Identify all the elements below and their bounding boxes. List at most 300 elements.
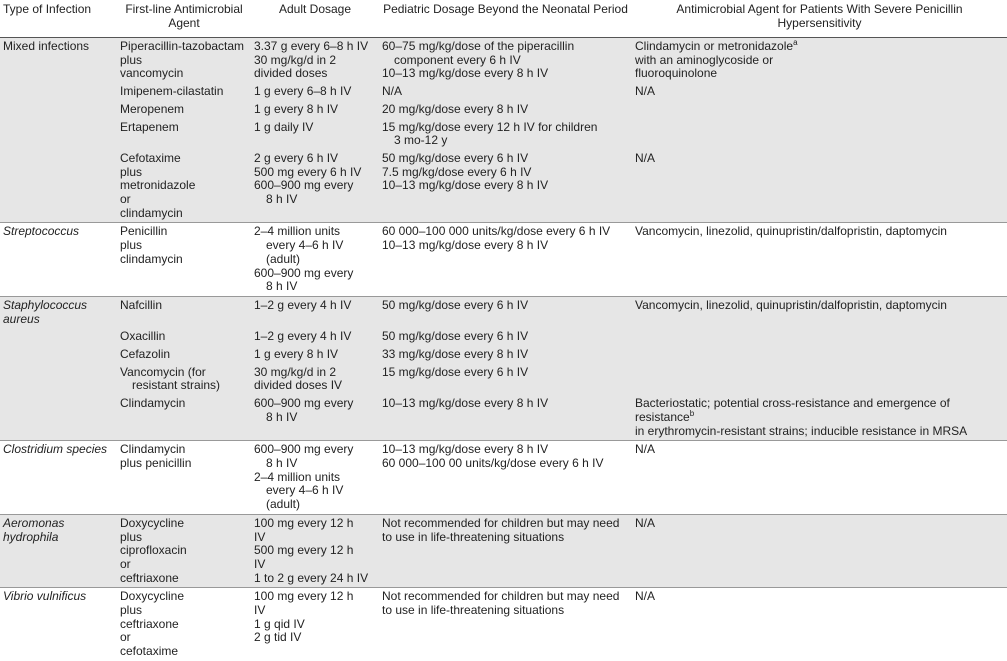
cell-line	[120, 54, 248, 68]
cell-line	[120, 604, 248, 618]
cell-text: Oxacillin	[120, 329, 166, 344]
cell-line	[254, 225, 376, 239]
cell-text: Imipenem-cilastatin	[120, 84, 224, 99]
pediatric-dosage-cell	[379, 150, 632, 223]
agent-cell	[117, 395, 251, 441]
cell-line	[254, 280, 376, 294]
cell-text: Vancomycin, linezolid, quinupristin/dalfopristin, daptomycin	[635, 224, 947, 239]
cell-text: plus	[120, 603, 143, 618]
pediatric-dosage-cell	[379, 588, 632, 661]
cell-line	[120, 348, 248, 362]
agent-cell	[117, 514, 251, 588]
cell-text: 100 mg every 12 h	[254, 515, 354, 530]
cell-text: Cefazolin	[120, 347, 171, 362]
cell-text: 30 mg/kg/d in 2	[254, 52, 337, 67]
cell-line	[382, 54, 629, 68]
cell-line	[635, 443, 1004, 457]
alt-agent-cell	[632, 119, 1007, 150]
adult-dosage-cell	[251, 346, 379, 364]
cell-line	[382, 103, 629, 117]
cell-text: 500 mg every 6 h IV	[254, 164, 362, 179]
cell-line	[120, 397, 248, 411]
cell-text: every 4–6 h IV	[266, 238, 344, 253]
cell-text: N/A	[635, 150, 656, 165]
header-row	[0, 0, 1007, 38]
cell-text: metronidazole	[120, 178, 196, 193]
table-row	[0, 38, 1007, 84]
cell-line	[254, 531, 376, 545]
cell-line	[254, 40, 376, 54]
agent-cell	[117, 119, 251, 150]
agent-cell	[117, 296, 251, 328]
cell-line	[254, 572, 376, 586]
alt-agent-cell	[632, 223, 1007, 297]
cell-line	[635, 85, 1004, 99]
cell-line	[382, 85, 629, 99]
cell-text: 1 g daily IV	[254, 119, 314, 134]
cell-text: 8 h IV	[266, 192, 298, 207]
infection-type-cell	[0, 328, 117, 346]
cell-text: plus	[120, 529, 143, 544]
cell-line	[382, 590, 629, 604]
cell-line	[382, 531, 629, 545]
cell-line	[382, 348, 629, 362]
table-row	[0, 150, 1007, 223]
cell-line	[254, 457, 376, 471]
cell-line	[254, 267, 376, 281]
cell-line	[254, 166, 376, 180]
cell-line	[254, 103, 376, 117]
cell-line	[382, 397, 629, 411]
cell-line	[254, 193, 376, 207]
infection-type-cell	[0, 101, 117, 119]
cell-text: Clindamycin	[120, 442, 186, 457]
infection-type-cell	[0, 441, 117, 515]
table-row	[0, 364, 1007, 395]
cell-line	[120, 558, 248, 572]
cell-line	[120, 85, 248, 99]
cell-text: to use in life-threatening situations	[382, 529, 565, 544]
infection-type-cell	[0, 514, 117, 588]
cell-text: 600–900 mg every	[254, 442, 354, 457]
cell-line	[120, 531, 248, 545]
alt-agent-cell	[632, 364, 1007, 395]
cell-text: 60 000–100 00 units/kg/dose every 6 h IV	[382, 455, 604, 470]
cell-line	[120, 544, 248, 558]
agent-cell	[117, 83, 251, 101]
cell-text: Cefotaxime	[120, 150, 181, 165]
pediatric-dosage-cell	[379, 38, 632, 84]
cell-line	[120, 572, 248, 586]
cell-line	[120, 207, 248, 221]
cell-line	[254, 299, 376, 313]
cell-text: 15 mg/kg/dose every 6 h IV	[382, 364, 529, 379]
infection-group	[0, 441, 1007, 515]
cell-line	[254, 379, 376, 393]
cell-text: Doxycycline	[120, 515, 185, 530]
cell-text: 10–13 mg/kg/dose every 8 h IV	[382, 66, 549, 81]
cell-text: 1–2 g every 4 h IV	[254, 297, 352, 312]
cell-text: resistant strains)	[132, 378, 221, 393]
cell-line	[254, 366, 376, 380]
cell-line	[254, 152, 376, 166]
alt-agent-cell	[632, 346, 1007, 364]
cell-line	[382, 239, 629, 253]
adult-dosage-cell	[251, 101, 379, 119]
cell-text: Penicillin	[120, 224, 168, 239]
cell-line	[254, 330, 376, 344]
infection-type-cell	[0, 364, 117, 395]
alt-agent-cell	[632, 38, 1007, 84]
alt-agent-cell	[632, 514, 1007, 588]
cell-text: Nafcillin	[120, 297, 163, 312]
cell-text: in erythromycin-resistant strains; inducible resistance in MRSA	[635, 423, 968, 438]
cell-text: Bacteriostatic; potential cross-resistance and emergence of resistance	[635, 396, 954, 424]
alt-agent-cell	[632, 441, 1007, 515]
adult-dosage-cell	[251, 223, 379, 297]
cell-line	[254, 239, 376, 253]
adult-dosage-cell	[251, 150, 379, 223]
cell-line	[254, 618, 376, 632]
cell-text: Vancomycin (for	[120, 364, 206, 379]
alt-agent-cell	[632, 150, 1007, 223]
cell-text: Meropenem	[120, 101, 185, 116]
cell-line	[254, 348, 376, 362]
adult-dosage-cell	[251, 119, 379, 150]
cell-line	[382, 604, 629, 618]
cell-text: fluoroquinolone	[635, 66, 718, 81]
infection-type-cell	[0, 223, 117, 297]
cell-text: every 4–6 h IV	[266, 483, 344, 498]
cell-text: N/A	[635, 442, 656, 457]
header-alt: Antimicrobial Agent for Patients With Severe Penicillin Hypersensitivity	[632, 0, 1007, 38]
cell-line	[254, 558, 376, 572]
agent-cell	[117, 364, 251, 395]
cell-text: divided doses IV	[254, 378, 343, 393]
cell-text: ceftriaxone	[120, 570, 179, 585]
cell-text: divided doses	[254, 66, 328, 81]
cell-line	[382, 225, 629, 239]
table-row	[0, 223, 1007, 297]
cell-line	[254, 544, 376, 558]
alt-agent-cell	[632, 395, 1007, 441]
infection-type-name: Vibrio vulnificus	[3, 589, 87, 604]
agent-cell	[117, 101, 251, 119]
infection-type-name: Clostridium species	[3, 442, 108, 457]
cell-line	[120, 40, 248, 54]
cell-line	[254, 604, 376, 618]
cell-text: clindamycin	[120, 251, 183, 266]
agent-cell	[117, 441, 251, 515]
cell-text: 100 mg every 12 h	[254, 589, 354, 604]
cell-line	[120, 239, 248, 253]
cell-text: IV	[254, 529, 266, 544]
cell-line	[635, 590, 1004, 604]
pediatric-dosage-cell	[379, 101, 632, 119]
infection-group	[0, 38, 1007, 223]
cell-text: plus penicillin	[120, 455, 192, 470]
table-row	[0, 83, 1007, 101]
cell-text: N/A	[635, 589, 656, 604]
cell-line	[382, 179, 629, 193]
cell-text: 8 h IV	[266, 455, 298, 470]
cell-text: 8 h IV	[266, 279, 298, 294]
cell-line	[254, 121, 376, 135]
agent-cell	[117, 223, 251, 297]
cell-line	[635, 397, 1004, 424]
alt-agent-cell	[632, 296, 1007, 328]
cell-line	[382, 67, 629, 81]
cell-text: Not recommended for children but may need	[382, 589, 620, 604]
adult-dosage-cell	[251, 395, 379, 441]
cell-text: 1 g qid IV	[254, 616, 305, 631]
infection-type-cell	[0, 119, 117, 150]
table-row	[0, 119, 1007, 150]
cell-line	[120, 366, 248, 380]
cell-text: 20 mg/kg/dose every 8 h IV	[382, 101, 529, 116]
cell-text: 50 mg/kg/dose every 6 h IV	[382, 150, 529, 165]
cell-line	[120, 166, 248, 180]
cell-text: Doxycycline	[120, 589, 185, 604]
cell-line	[254, 67, 376, 81]
cell-line	[382, 166, 629, 180]
cell-text: (adult)	[266, 497, 301, 512]
pediatric-dosage-cell	[379, 328, 632, 346]
cell-line	[382, 152, 629, 166]
table-row	[0, 588, 1007, 661]
cell-line	[254, 631, 376, 645]
cell-line	[254, 517, 376, 531]
cell-text: 1–2 g every 4 h IV	[254, 329, 352, 344]
cell-text: (adult)	[266, 251, 301, 266]
cell-text: 15 mg/kg/dose every 12 h IV for children	[382, 119, 598, 134]
pediatric-dosage-cell	[379, 223, 632, 297]
cell-line	[254, 179, 376, 193]
cell-line	[120, 618, 248, 632]
pediatric-dosage-cell	[379, 119, 632, 150]
cell-line	[254, 498, 376, 512]
cell-text: 7.5 mg/kg/dose every 6 h IV	[382, 164, 532, 179]
alt-agent-cell	[632, 588, 1007, 661]
cell-line	[120, 590, 248, 604]
pediatric-dosage-cell	[379, 364, 632, 395]
cell-line	[254, 85, 376, 99]
cell-line	[120, 152, 248, 166]
cell-text: Vancomycin, linezolid, quinupristin/dalfopristin, daptomycin	[635, 297, 947, 312]
pediatric-dosage-cell	[379, 514, 632, 588]
cell-text: to use in life-threatening situations	[382, 603, 565, 618]
cell-text: Ertapenem	[120, 119, 179, 134]
infection-group	[0, 296, 1007, 440]
cell-line	[635, 225, 1004, 239]
infection-type-cell	[0, 83, 117, 101]
infection-type-cell	[0, 588, 117, 661]
adult-dosage-cell	[251, 514, 379, 588]
cell-line	[254, 484, 376, 498]
adult-dosage-cell	[251, 441, 379, 515]
cell-text: plus	[120, 52, 143, 67]
table-row	[0, 346, 1007, 364]
cell-text: 60–75 mg/kg/dose of the piperacillin	[382, 39, 575, 53]
cell-text: 500 mg every 12 h	[254, 543, 354, 558]
cell-line	[120, 517, 248, 531]
footnote-marker: b	[689, 408, 695, 418]
infection-type-cell	[0, 150, 117, 223]
cell-line	[120, 67, 248, 81]
table-row	[0, 296, 1007, 328]
cell-text: 1 g every 8 h IV	[254, 347, 339, 362]
cell-text: IV	[254, 603, 266, 618]
cell-line	[635, 152, 1004, 166]
cell-text: 8 h IV	[266, 409, 298, 424]
adult-dosage-cell	[251, 296, 379, 328]
cell-text: 33 mg/kg/dose every 8 h IV	[382, 347, 529, 362]
cell-text: 3.37 g every 6–8 h IV	[254, 39, 369, 53]
pediatric-dosage-cell	[379, 395, 632, 441]
cell-line	[635, 40, 1004, 54]
cell-line	[254, 590, 376, 604]
cell-text: 600–900 mg every	[254, 265, 354, 280]
cell-line	[382, 366, 629, 380]
cell-text: N/A	[382, 84, 403, 99]
cell-text: 10–13 mg/kg/dose every 8 h IV	[382, 178, 549, 193]
cell-text: or	[120, 630, 131, 645]
adult-dosage-cell	[251, 38, 379, 84]
header-agent: First-line Antimicrobial Agent	[117, 0, 251, 38]
cell-line	[382, 40, 629, 54]
alt-agent-cell	[632, 328, 1007, 346]
cell-text: ciprofloxacin	[120, 543, 187, 558]
cell-text: 600–900 mg every	[254, 396, 354, 411]
alt-agent-cell	[632, 101, 1007, 119]
cell-text: 2 g every 6 h IV	[254, 150, 339, 165]
agent-cell	[117, 150, 251, 223]
cell-line	[120, 645, 248, 659]
infection-type-cell	[0, 296, 117, 328]
cell-text: 10–13 mg/kg/dose every 8 h IV	[382, 442, 549, 457]
adult-dosage-cell	[251, 364, 379, 395]
cell-text: or	[120, 556, 131, 571]
cell-text: Clindamycin or metronidazole	[635, 39, 794, 53]
infection-type-cell	[0, 346, 117, 364]
cell-line	[120, 103, 248, 117]
header-pediatric: Pediatric Dosage Beyond the Neonatal Period	[379, 0, 632, 38]
infection-group	[0, 588, 1007, 661]
infection-type-name: Mixed infections	[3, 39, 90, 53]
cell-text: 30 mg/kg/d in 2	[254, 364, 337, 379]
cell-line	[120, 443, 248, 457]
cell-line	[120, 299, 248, 313]
cell-line	[254, 397, 376, 411]
cell-line	[635, 425, 1004, 439]
cell-text: plus	[120, 164, 143, 179]
table-row	[0, 328, 1007, 346]
cell-line	[382, 443, 629, 457]
cell-line	[382, 299, 629, 313]
cell-text: or	[120, 192, 131, 207]
cell-text: 10–13 mg/kg/dose every 8 h IV	[382, 238, 549, 253]
cell-line	[120, 225, 248, 239]
cell-text: vancomycin	[120, 66, 184, 81]
header-adult: Adult Dosage	[251, 0, 379, 38]
cell-text: 3 mo-12 y	[394, 133, 448, 148]
cell-line	[382, 517, 629, 531]
cell-line	[120, 193, 248, 207]
cell-line	[254, 54, 376, 68]
infection-group	[0, 514, 1007, 588]
cell-line	[635, 517, 1004, 531]
cell-text: with an aminoglycoside or	[635, 52, 774, 67]
infection-type-name: Staphylococcus aureus	[3, 297, 88, 326]
cell-line	[120, 121, 248, 135]
cell-line	[254, 471, 376, 485]
cell-text: 10–13 mg/kg/dose every 8 h IV	[382, 396, 549, 411]
cell-line	[120, 631, 248, 645]
cell-line	[254, 411, 376, 425]
pediatric-dosage-cell	[379, 441, 632, 515]
adult-dosage-cell	[251, 83, 379, 101]
cell-text: 2–4 million units	[254, 224, 341, 239]
cell-line	[382, 121, 629, 135]
cell-line	[120, 179, 248, 193]
cell-text: 2 g tid IV	[254, 630, 302, 645]
cell-line	[254, 443, 376, 457]
cell-text: 50 mg/kg/dose every 6 h IV	[382, 297, 529, 312]
table-row	[0, 395, 1007, 441]
cell-text: clindamycin	[120, 205, 183, 220]
table-row	[0, 514, 1007, 588]
cell-text: Piperacillin-tazobactam	[120, 39, 245, 53]
adult-dosage-cell	[251, 588, 379, 661]
cell-line	[254, 253, 376, 267]
cell-text: 600–900 mg every	[254, 178, 354, 193]
cell-line	[382, 330, 629, 344]
infection-type-name: Streptococcus	[3, 224, 80, 239]
pediatric-dosage-cell	[379, 346, 632, 364]
cell-text: 2–4 million units	[254, 469, 341, 484]
infection-type-cell	[0, 38, 117, 84]
cell-text: 1 g every 8 h IV	[254, 101, 339, 116]
cell-line	[120, 379, 248, 393]
cell-text: 50 mg/kg/dose every 6 h IV	[382, 329, 529, 344]
infection-type-cell	[0, 395, 117, 441]
pediatric-dosage-cell	[379, 83, 632, 101]
infection-group	[0, 223, 1007, 297]
cell-text: Clindamycin	[120, 396, 186, 411]
cell-text: N/A	[635, 84, 656, 99]
adult-dosage-cell	[251, 328, 379, 346]
cell-text: component every 6 h IV	[394, 52, 521, 67]
cell-text: 1 g every 6–8 h IV	[254, 84, 352, 99]
cell-text: cefotaxime	[120, 644, 179, 659]
cell-text: IV	[254, 556, 266, 571]
table-row	[0, 101, 1007, 119]
agent-cell	[117, 328, 251, 346]
cell-text: 1 to 2 g every 24 h IV	[254, 570, 369, 585]
table-row	[0, 441, 1007, 515]
cell-line	[635, 299, 1004, 313]
cell-line	[382, 457, 629, 471]
agent-cell	[117, 346, 251, 364]
cell-text: plus	[120, 238, 143, 253]
cell-text: 60 000–100 000 units/kg/dose every 6 h IV	[382, 224, 611, 239]
agent-cell	[117, 588, 251, 661]
cell-line	[120, 330, 248, 344]
agent-cell	[117, 38, 251, 84]
alt-agent-cell	[632, 83, 1007, 101]
cell-line	[120, 253, 248, 267]
header-type: Type of Infection	[0, 0, 117, 38]
